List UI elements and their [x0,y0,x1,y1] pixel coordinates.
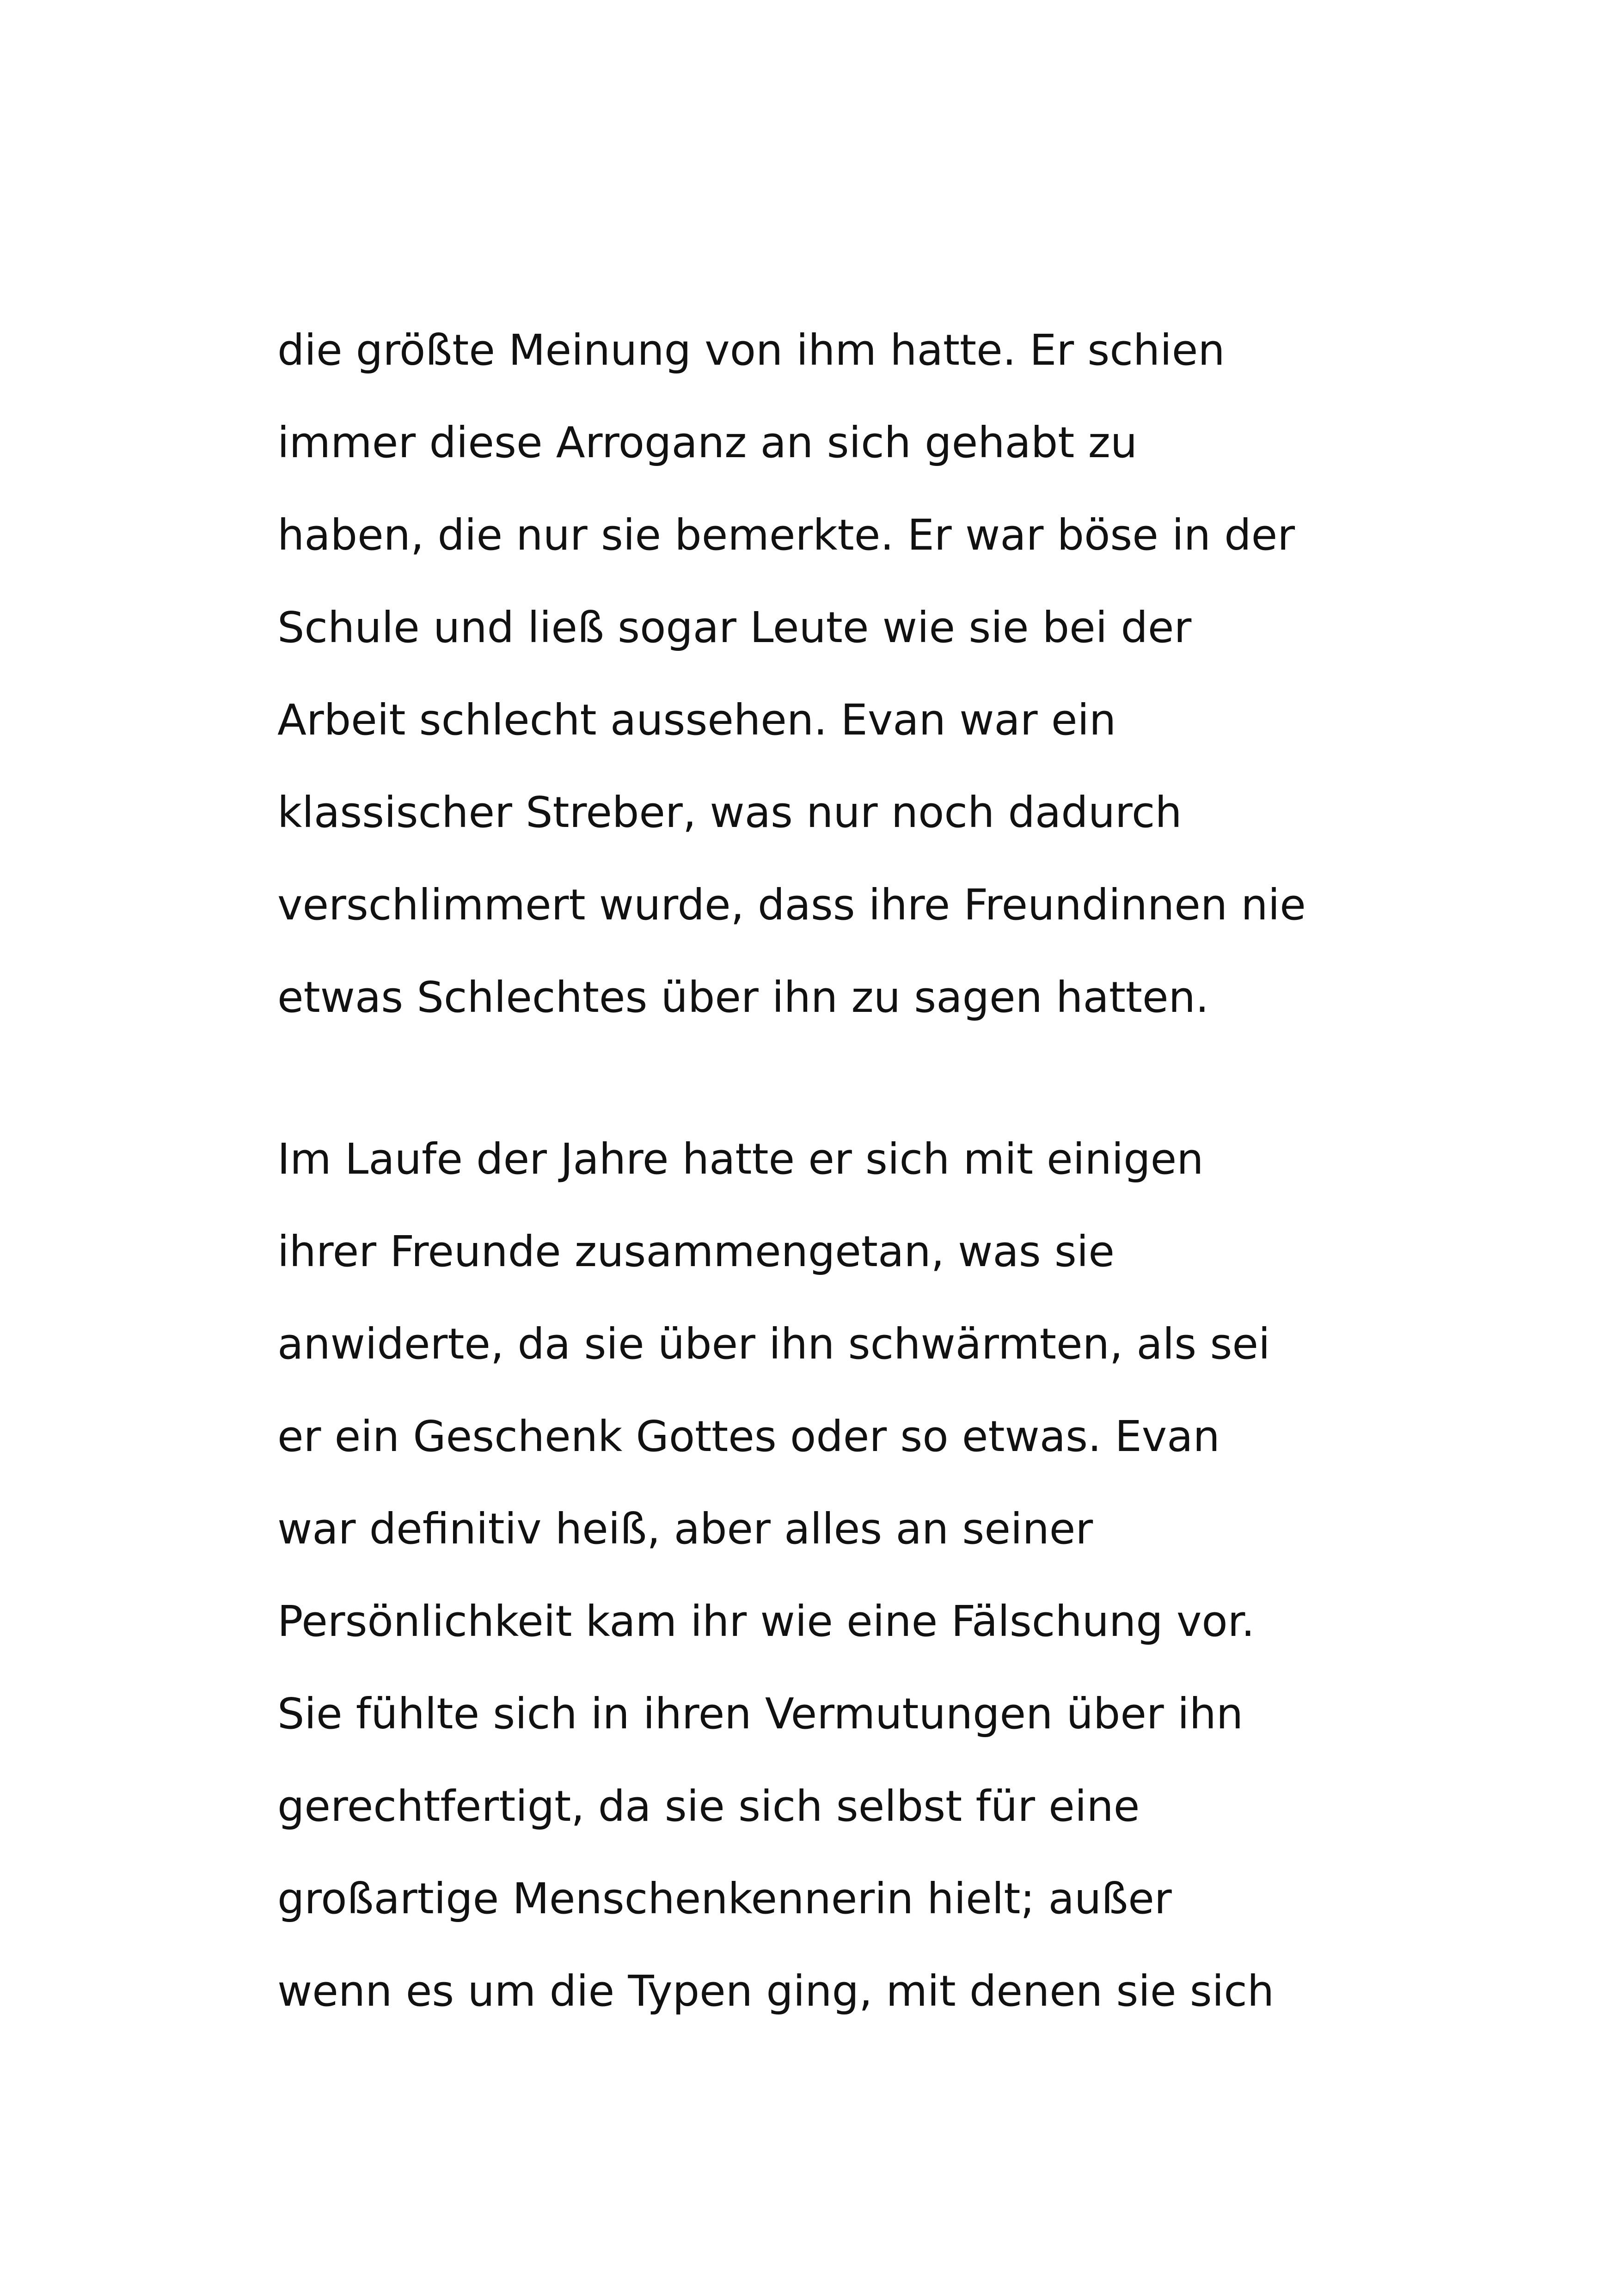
paragraph [277,1113,1387,2038]
text-line: verschlimmert wurde, dass ihre Freundinnen nie [277,880,1306,930]
text-line: haben, die nur sie bemerkte. Er war böse in der [277,510,1295,560]
text-line: ihrer Freunde zusammengetan, was sie [277,1227,1115,1276]
paragraph [277,304,1387,1044]
text-line: Persönlichkeit kam ihr wie eine Fälschung vor. [277,1597,1255,1646]
text-line: Arbeit schlecht aussehen. Evan war ein [277,695,1116,745]
text-line: anwiderte, da sie über ihn schwärmten, als sei [277,1319,1270,1369]
text-line: etwas Schlechtes über ihn zu sagen hatten. [277,973,1209,1022]
text-line: großartige Menschenkennerin hielt; außer [277,1874,1172,1923]
text-line: klassischer Streber, was nur noch dadurch [277,788,1182,837]
text-line: er ein Geschenk Gottes oder so etwas. Evan [277,1412,1220,1461]
text-line: die größte Meinung von ihm hatte. Er schien [277,325,1225,375]
text-line: Sie fühlte sich in ihren Vermutungen über ihn [277,1689,1244,1739]
text-line: gerechtfertigt, da sie sich selbst für eine [277,1782,1140,1831]
text-line: wenn es um die Typen ging, mit denen sie sich [277,1966,1275,2016]
text-line: Schule und ließ sogar Leute wie sie bei der [277,603,1192,652]
text-line: immer diese Arroganz an sich gehabt zu [277,418,1138,467]
text-line: Im Laufe der Jahre hatte er sich mit einigen [277,1134,1204,1184]
text-line: war definitiv heiß, aber alles an seiner [277,1504,1093,1554]
